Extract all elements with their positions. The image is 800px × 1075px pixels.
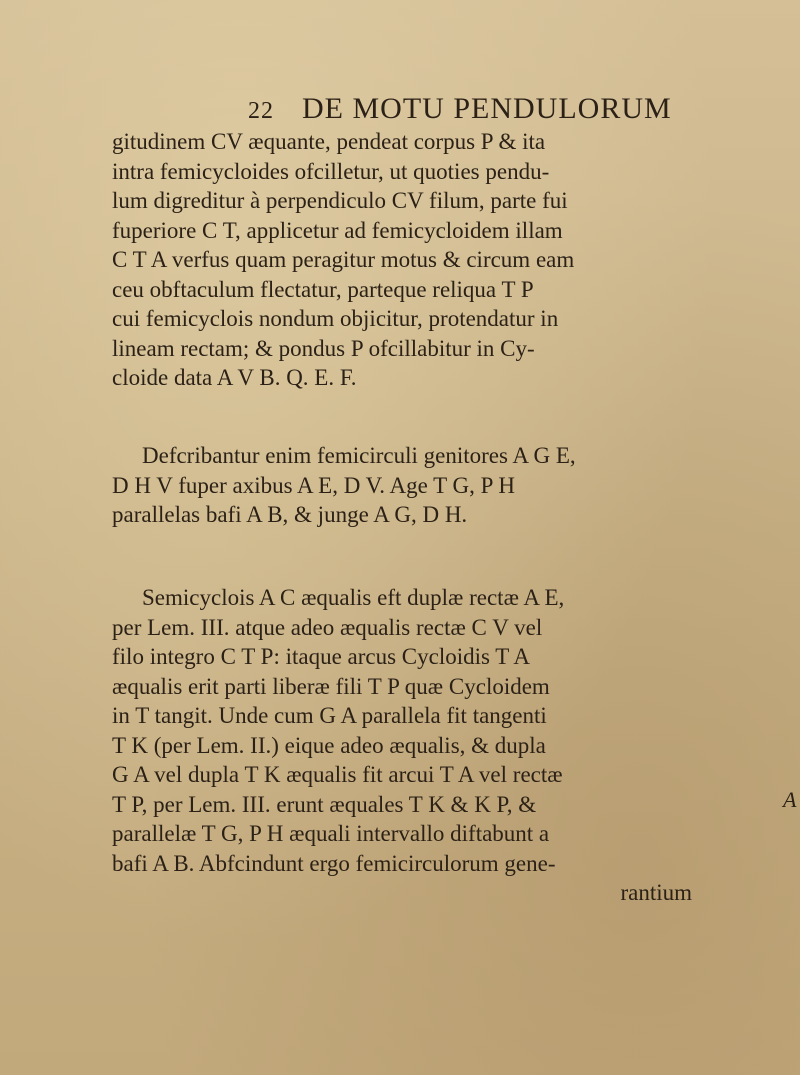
text-line: T K (per Lem. II.) eique adeo æqualis, & dupla — [112, 732, 546, 758]
text-line: G A vel dupla T K æqualis fit arcui T A vel rectæ — [112, 762, 563, 787]
text-line: parallelæ T G, P H æquali intervallo diftabunt a — [112, 821, 550, 846]
catchword: rantium — [620, 880, 692, 905]
text-line: lineam rectam; & pondus P ofcillabitur in Cy- — [112, 335, 535, 361]
text-line: cui femicyclois nondum objicitur, protendatur in — [112, 306, 559, 331]
running-title: DE MOTU PENDULORUM — [302, 92, 672, 125]
running-header — [248, 92, 672, 126]
paragraph-3 — [112, 583, 764, 908]
text-line: filo integro C T P: itaque arcus Cycloidis T A — [112, 644, 531, 669]
margin-note: A — [783, 787, 797, 812]
text-line: per Lem. III. atque adeo æqualis rectæ C V vel — [112, 614, 543, 640]
text-line: D H V fuper axibus A E, D V. Age T G, P H — [112, 472, 515, 498]
page-number: 22 — [248, 98, 274, 124]
text-line: ceu obftaculum flectatur, parteque reliqua T P — [112, 276, 534, 302]
text-line: æqualis erit parti liberæ fili T P quæ Cycloidem — [112, 673, 550, 699]
paragraph-2 — [112, 441, 764, 530]
text-line: fuperiore C T, applicetur ad femicycloidem illam — [112, 217, 563, 243]
text-line: Semicyclois A C æqualis eft duplæ rectæ A E, — [142, 585, 565, 610]
text-line: intra femicycloides ofcilletur, ut quoties pendu- — [112, 158, 550, 184]
text-line: in T tangit. Unde cum G A parallela fit tangenti — [112, 703, 547, 728]
text-line: gitudinem CV æquante, pendeat corpus P & ita — [112, 129, 546, 154]
text-line: parallelas bafi A B, & junge A G, D H. — [112, 502, 468, 527]
text-line: cloide data A V B. Q. E. F. — [112, 365, 357, 390]
text-line: lum digreditur à perpendiculo CV filum, parte fui — [112, 188, 568, 213]
text-line: bafi A B. Abfcindunt ergo femicirculorum gene- — [112, 850, 556, 876]
paragraph-1 — [112, 127, 764, 393]
text-line: C T A verfus quam peragitur motus & circum eam — [112, 247, 575, 272]
text-line: T P, per Lem. III. erunt æquales T K & K P, & — [112, 791, 537, 817]
text-line: Defcribantur enim femicirculi genitores A G E, — [142, 443, 576, 468]
